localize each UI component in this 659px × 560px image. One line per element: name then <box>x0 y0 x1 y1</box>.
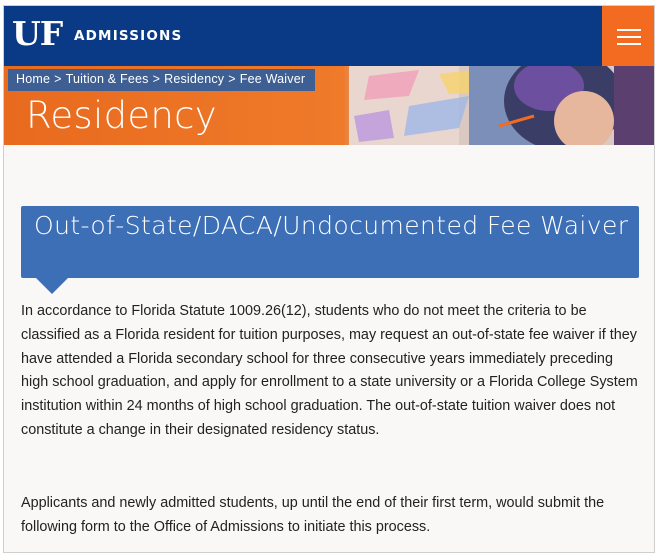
section-heading: Out-of-State/DACA/Undocumented Fee Waiver <box>34 211 629 240</box>
body-paragraph: Applicants and newly admitted students, up until the end of their first term, would submit the following form to the Office of Admissions to initiate this process. <box>21 495 605 535</box>
breadcrumb-residency[interactable]: Residency <box>164 72 225 86</box>
breadcrumb-separator: > <box>54 72 62 86</box>
browser-viewport <box>3 5 655 553</box>
menu-button[interactable] <box>602 6 655 66</box>
hero-banner <box>4 66 655 145</box>
breadcrumb <box>8 69 315 91</box>
uf-logo[interactable]: UF <box>12 14 63 53</box>
body-paragraph: In accordance to Florida Statute 1009.26(12), students who do not meet the criteria to be classified as a Florida resident for tuition purposes, may request an out-of-state fee waiver if they have attended a Florida secondary school for three consecutive years immediately preceding high school graduation, and apply for enrollment to a state university or a Florida College System institution within 24 months of high school graduation. The out-of-state tuition waiver does not constitute a change in their designated residency status. <box>21 303 638 438</box>
breadcrumb-fee-waiver: Fee Waiver <box>239 72 306 86</box>
site-title[interactable]: ADMISSIONS <box>74 28 183 44</box>
banner-pointer <box>36 278 68 294</box>
breadcrumb-separator: > <box>152 72 161 86</box>
page-title: Residency <box>26 94 218 137</box>
breadcrumb-separator: > <box>228 72 236 86</box>
section-heading-banner <box>21 206 639 278</box>
site-header <box>4 6 655 66</box>
breadcrumb-tuition-fees[interactable]: Tuition & Fees <box>65 72 149 86</box>
breadcrumb-home[interactable]: Home <box>16 72 51 86</box>
hero-photo <box>349 66 655 145</box>
